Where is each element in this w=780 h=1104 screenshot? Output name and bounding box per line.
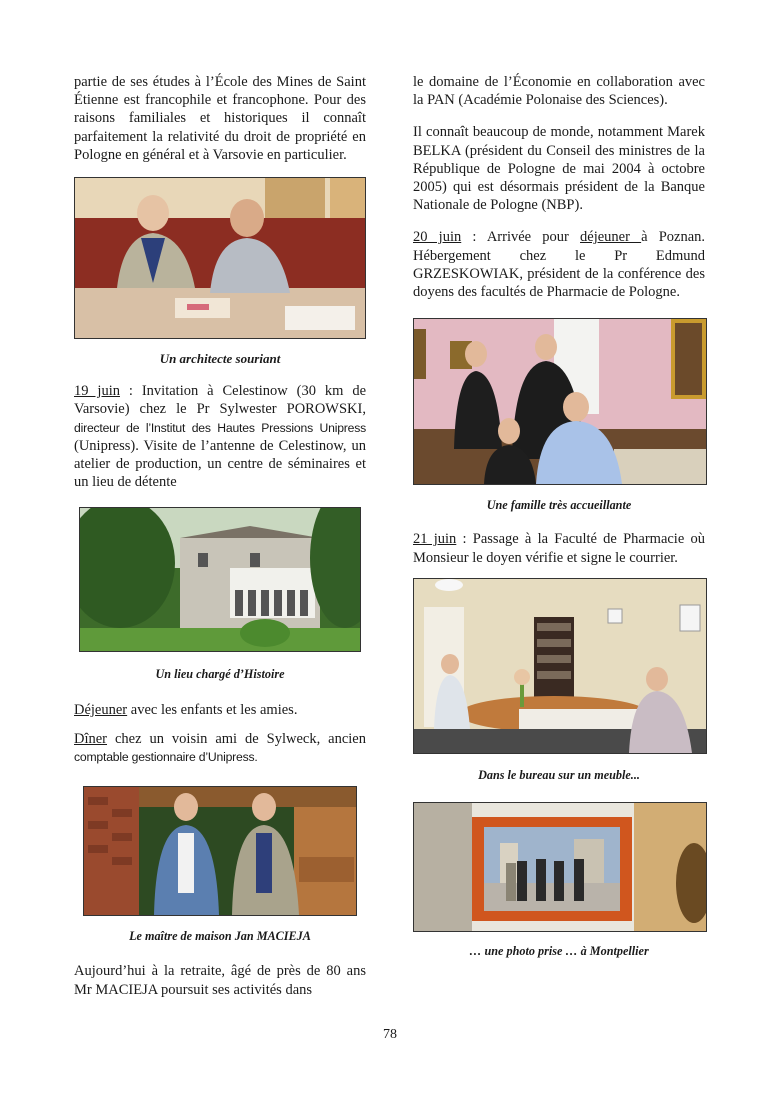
visit-text: (Unipress). Visite de l’antenne de Celestinow, un atelier de production, un centre de séminaires et un lieu de détente [74,437,366,491]
paragraph-marek-belka: Il connaît beaucoup de monde, notamment Marek BELKA (président du Conseil des ministres de la République de Pologne de mai 2004 à octobre 2005) qui est désormais président de la Banque Nationale de Pologne (NBP). [413,124,705,214]
dejeuner-word: Déjeuner [74,701,128,718]
arrival-text: Arrivée pour [486,229,581,246]
photo-welcoming-family [413,318,707,485]
accountant-text: comptable gestionnaire d’Unipress. [74,750,258,765]
left-column [74,73,366,999]
page-number: 78 [383,1027,397,1042]
date-21-juin: 21 juin [413,531,457,548]
dejeuner-word-right: déjeuner [580,229,642,246]
date-19-juin: 19 juin [74,383,120,400]
caption-host-macieja: Le maître de maison Jan MACIEJA [129,929,311,944]
photo-family-image [414,319,706,484]
date-20-juin: 20 juin [413,229,462,246]
paragraph-20-juin [413,228,705,301]
pharmacy-text: Passage à la Faculté de Pharmacie où Monsieur le doyen vérifie et signe le courrier. [413,531,706,566]
photo-office [413,578,707,754]
photo-office-image [414,579,706,753]
diner-word: Dîner [74,730,108,747]
date-colon: : [456,531,473,548]
paragraph-21-juin [413,530,705,566]
caption-historic-place: Un lieu chargé d’Histoire [155,667,285,682]
right-column [413,73,705,960]
caption-smiling-architect: Un architecte souriant [159,351,281,367]
dejeuner-rest: avec les enfants et les amies. [127,701,298,718]
accommodation-text: à Poznan. Hébergement chez le Pr Edmund GRZESKOWIAK, président de la conférence des doyens des facultés de Pharmacie de Pologne. [413,229,706,301]
paragraph-19-juin [74,382,366,491]
institute-name: directeur de l’Institut des Hautes Pressions Unipress [74,420,366,435]
photo-architect-image [75,178,365,338]
caption-montpellier: … une photo prise … à Montpellier [469,944,649,959]
photo-montpellier-image [414,803,706,931]
photo-smiling-architect [74,177,366,339]
date-colon: : [119,383,142,400]
photo-host-image [84,787,356,915]
paragraph-ecole-des-mines: partie de ses études à l’École des Mines de Saint Étienne est francophile et francophone. Pour des raisons familiales et historiques il connaît parfaitement la relativité du droit de propriété en Pologne en général et à Varsovie en particulier. [74,74,366,163]
paragraph-diner [74,730,366,766]
caption-welcoming-family: Une famille très accueillante [486,498,632,513]
paragraph-retraite: Aujourd’hui à la retraite, âgé de près de 80 ans Mr MACIEJA poursuit ses activités dans [74,963,366,998]
photo-host-macieja [83,786,357,916]
photo-historic-place [79,507,361,652]
photo-montpellier [413,802,707,932]
invitation-text: Invitation à Celestinow (30 km de Varsovie) chez le Pr Sylwester POROWSKI, [74,383,367,418]
paragraph-dejeuner [74,701,366,719]
photo-villa-image [80,508,360,651]
caption-office: Dans le bureau sur un meuble... [478,767,640,782]
date-colon: : [461,229,487,246]
diner-rest: chez un voisin ami de Sylweck, ancien [107,730,366,747]
paragraph-economie: le domaine de l’Économie en collaboration avec la PAN (Académie Polonaise des Sciences). [413,74,705,109]
